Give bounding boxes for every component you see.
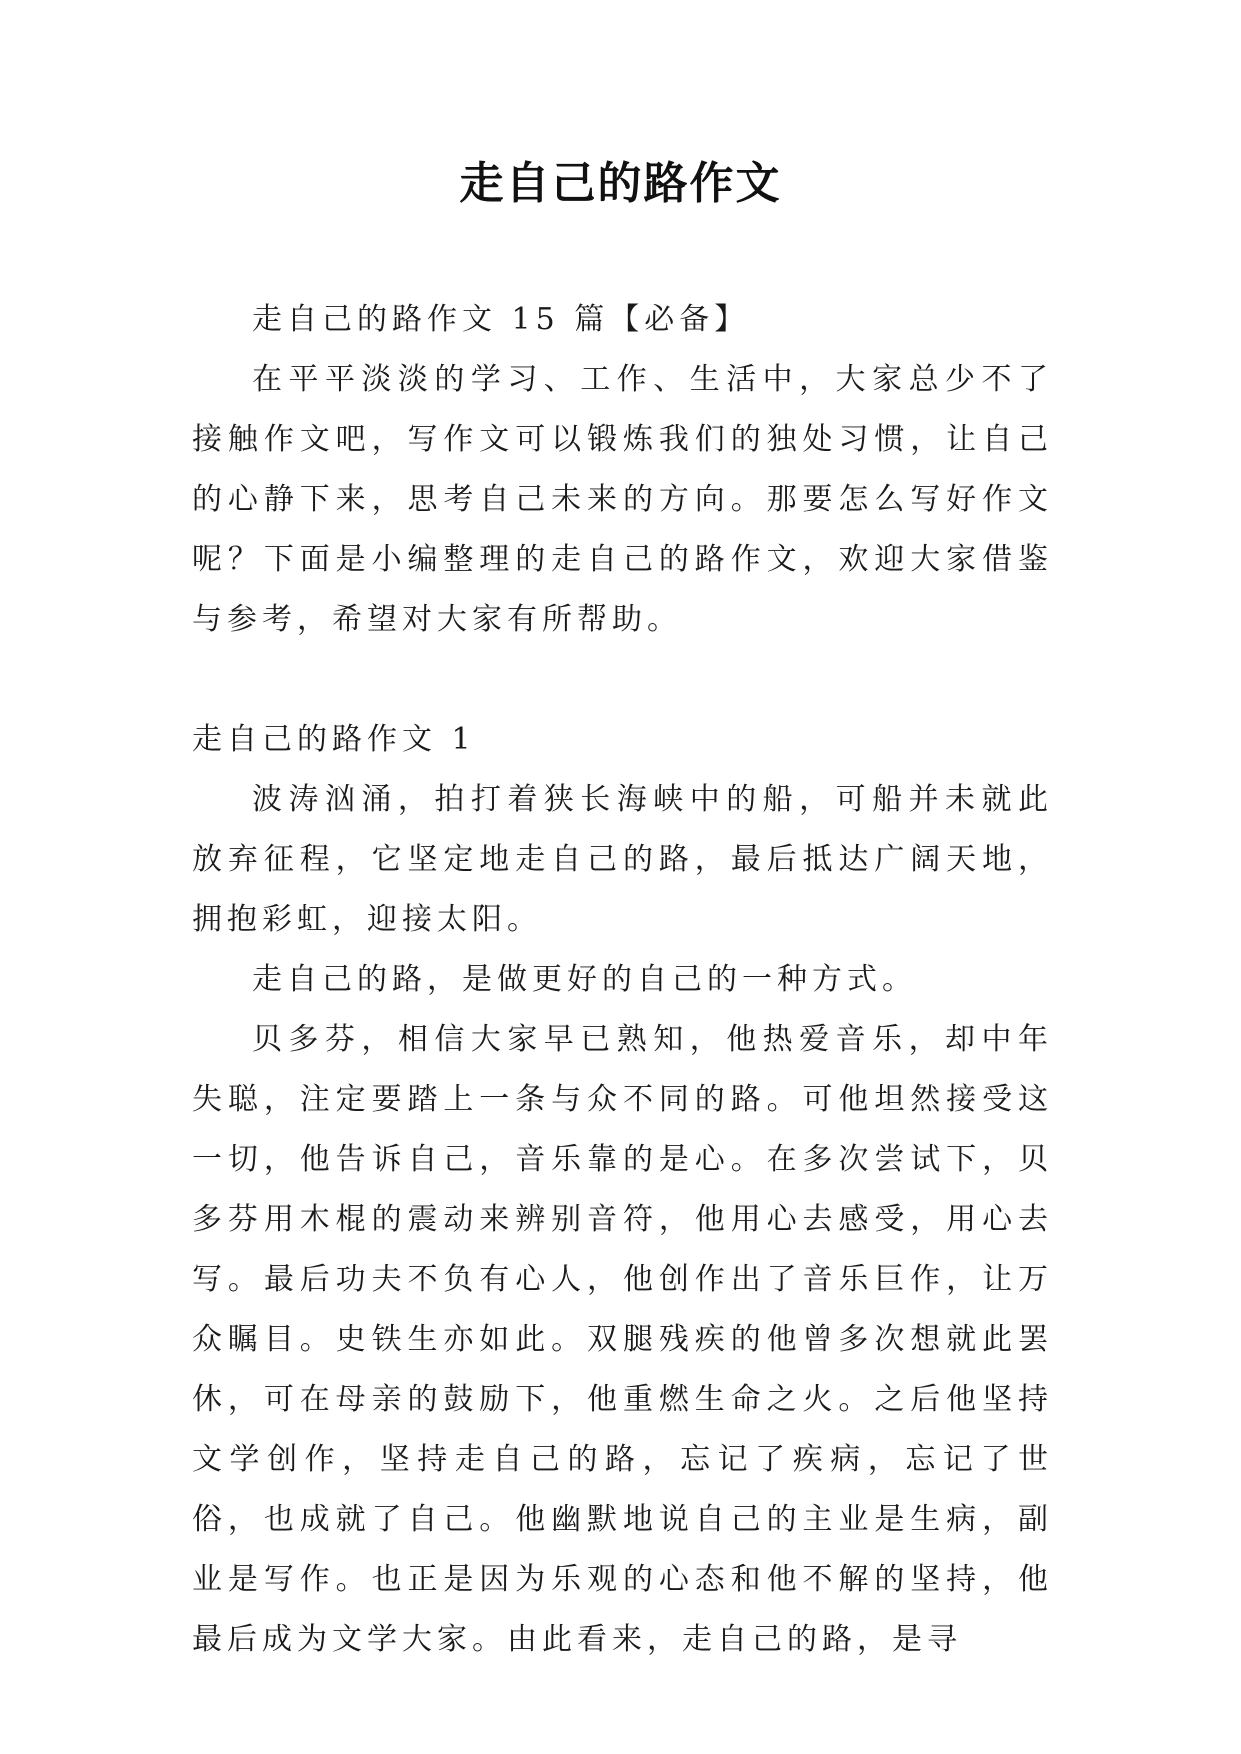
body-paragraph: 贝多芬，相信大家早已熟知，他热爱音乐，却中年失聪，注定要踏上一条与众不同的路。可他坦然接受这一切，他告诉自己，音乐靠的是心。在多次尝试下，贝多芬用木棍的震动来辨别音符，他用心去感受，用心去写。最后功夫不负有心人，他创作出了音乐巨作，让万众瞩目。史铁生亦如此。双腿残疾的他曾多次想就此罢休，可在母亲的鼓励下，他重燃生命之火。之后他坚持文学创作，坚持走自己的路，忘记了疾病，忘记了世俗，也成就了自己。他幽默地说自己的主业是生病，副业是写作。也正是因为乐观的心态和他不解的坚持，他最后成为文学大家。由此看来，走自己的路，是寻 xyxy=(192,1022,1053,1657)
intro-paragraph: 在平平淡淡的学习、工作、生活中，大家总少不了接触作文吧，写作文可以锻炼我们的独处习惯，让自己的心静下来，思考自己未来的方向。那要怎么写好作文呢？下面是小编整理的走自己的路作文，欢迎大家借鉴与参考，希望对大家有所帮助。 xyxy=(192,362,1053,637)
subtitle-paragraph: 走自己的路作文 15 篇【必备】 xyxy=(252,302,750,337)
body-paragraph: 走自己的路，是做更好的自己的一种方式。 xyxy=(252,962,917,997)
body-paragraph: 波涛汹涌，拍打着狭长海峡中的船，可船并未就此放弃征程，它坚定地走自己的路，最后抵达广阔天地，拥抱彩虹，迎接太阳。 xyxy=(192,782,1053,937)
document-body xyxy=(192,290,1053,1670)
section-heading: 走自己的路作文 1 xyxy=(192,722,476,757)
document-title: 走自己的路作文 xyxy=(459,158,782,209)
section-spacer xyxy=(192,650,1053,710)
